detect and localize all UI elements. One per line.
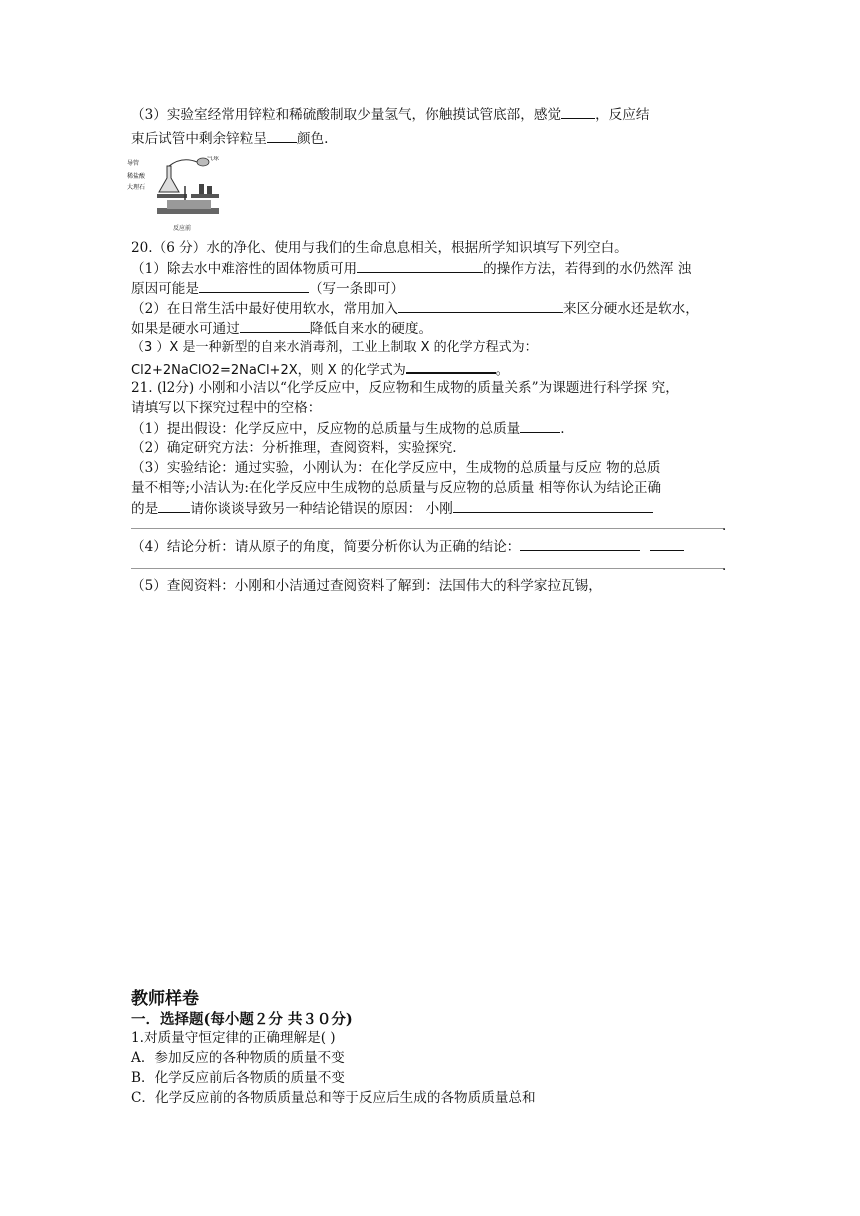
figure-caption: 反应前 (173, 225, 192, 232)
weight-icon (207, 186, 212, 194)
option-c: C．化学反应前的各物质质量总和等于反应后生成的各物质质量总和 (131, 1090, 536, 1106)
q19-3-text-a: （3）实验室经常用锌粒和稀硫酸制取少量氢气，你触摸试管底部，感觉 (131, 107, 562, 123)
q21-p4 (131, 536, 684, 557)
answer-blank[interactable] (561, 104, 595, 119)
tube-icon (169, 160, 197, 166)
q21-p2: （2）确定研究方法：分析推理，查阅资料，实验探究. (131, 440, 457, 456)
answer-blank[interactable] (650, 536, 684, 551)
label-balloon: 气球 (207, 156, 220, 162)
answer-blank[interactable] (240, 318, 310, 333)
q21-p1 (131, 418, 565, 439)
balance-pan-left (157, 194, 187, 198)
q20-p2-text-c: 如果是硬水可通过 (131, 321, 240, 337)
q20-p1-text-d: （写一条即可） (308, 281, 405, 297)
answer-blank[interactable] (357, 258, 483, 273)
end-dot: . (722, 558, 727, 574)
answer-rule[interactable] (131, 528, 724, 529)
q21-p3-line2: 量不相等;小洁认为:在化学反应中生成物的总质量与反应物的总质量 相等你认为结论正确 (131, 480, 662, 496)
answer-blank[interactable] (520, 536, 640, 551)
label-acid: 稀盐酸 (127, 173, 146, 180)
q20-p1-text-a: （1）除去水中难溶性的固体物质可用 (131, 261, 358, 277)
label-marble: 大理石 (127, 184, 146, 191)
q19-3-line1 (131, 104, 649, 125)
q21-p3-line3 (131, 498, 653, 519)
q20-p1-line2 (131, 278, 404, 299)
q19-3-text-c: 束后试管中剩余锌粒呈 (131, 131, 267, 147)
answer-blank[interactable] (267, 128, 297, 143)
label-tube: 导管 (127, 160, 140, 167)
teacher-title: 教师样卷 (131, 989, 199, 1009)
q20-p2-line2 (131, 318, 432, 339)
q20-p1-line1 (131, 258, 691, 279)
q20-stem: 20.（6 分）水的净化、使用与我们的生命息息相关，根据所学知识填写下列空白。 (131, 240, 628, 256)
q21-stem-line1: 21. (l2分) 小刚和小洁以“化学反应中，反应物和生成物的质量关系”为课题进行科学探 究， (131, 380, 679, 396)
q21-p3-line1: （3）实验结论：通过实验，小刚认为：在化学反应中，生成物的总质量与反应 物的总质 (131, 460, 661, 476)
answer-blank[interactable] (158, 498, 190, 513)
q21-p4-text-a: （4）结论分析：请从原子的角度，简要分析你认为正确的结论： (131, 539, 521, 555)
q21-stem-line2: 请填写以下探究过程中的空格： (131, 400, 322, 416)
q21-p1-text-a: （1）提出假设：化学反应中，反应物的总质量与生成物的总质量 (131, 421, 521, 437)
q21-p3-text-c: 的是 (131, 501, 159, 517)
q20-p2-line1 (131, 298, 699, 319)
q20-p2-text-a: （2）在日常生活中最好使用软水，常用加入 (131, 301, 398, 317)
answer-rule[interactable] (131, 568, 724, 569)
question-1: 1.对质量守恒定律的正确理解是( ) (131, 1030, 336, 1046)
answer-blank[interactable] (453, 498, 653, 513)
balance-body (167, 200, 211, 209)
option-a: A．参加反应的各种物质的质量不变 (131, 1050, 345, 1066)
q20-p3-text-b: Cl2+2NaClO2=2NaCl+2X，则 X 的化学式为 (131, 363, 406, 378)
option-b: B．化学反应前后各物质的质量不变 (131, 1070, 345, 1086)
weight-icon (199, 184, 204, 194)
q21-p1-text-b: . (560, 421, 565, 437)
q20-p2-text-d: 降低自来水的硬度。 (309, 321, 433, 337)
q19-3-text-d: 颜色. (296, 131, 329, 147)
q20-p2-text-b: 来区分硬水还是软水， (562, 301, 699, 317)
q21-p5: （5）查阅资料：小刚和小洁通过查阅资料了解到：法国伟大的科学家拉瓦锡， (131, 578, 602, 594)
flask-icon (159, 166, 179, 192)
q19-3-line2 (131, 128, 328, 149)
q20-p3-line1: （3 ）X 是一种新型的自来水消毒剂，工业上制取 X 的化学方程式为： (131, 340, 538, 355)
balance-pan-right (191, 194, 219, 198)
answer-blank[interactable] (406, 358, 496, 374)
answer-blank[interactable] (398, 298, 563, 313)
answer-blank[interactable] (520, 418, 560, 433)
q21-p3-text-d: 请你谈谈导致另一种结论错误的原因： 小刚 (190, 501, 453, 517)
answer-blank[interactable] (199, 278, 309, 293)
apparatus-figure (127, 156, 221, 234)
end-dot: . (722, 518, 727, 534)
q20-p1-text-b: 的操作方法，若得到的水仍然浑 浊 (483, 261, 692, 277)
section-heading: 一．选择题(每小题２分 共３０分) (131, 1011, 353, 1028)
q19-3-text-b: ，反应结 (595, 107, 650, 123)
q20-p3-text-c: 。 (495, 363, 509, 378)
q20-p1-text-c: 原因可能是 (131, 281, 199, 297)
